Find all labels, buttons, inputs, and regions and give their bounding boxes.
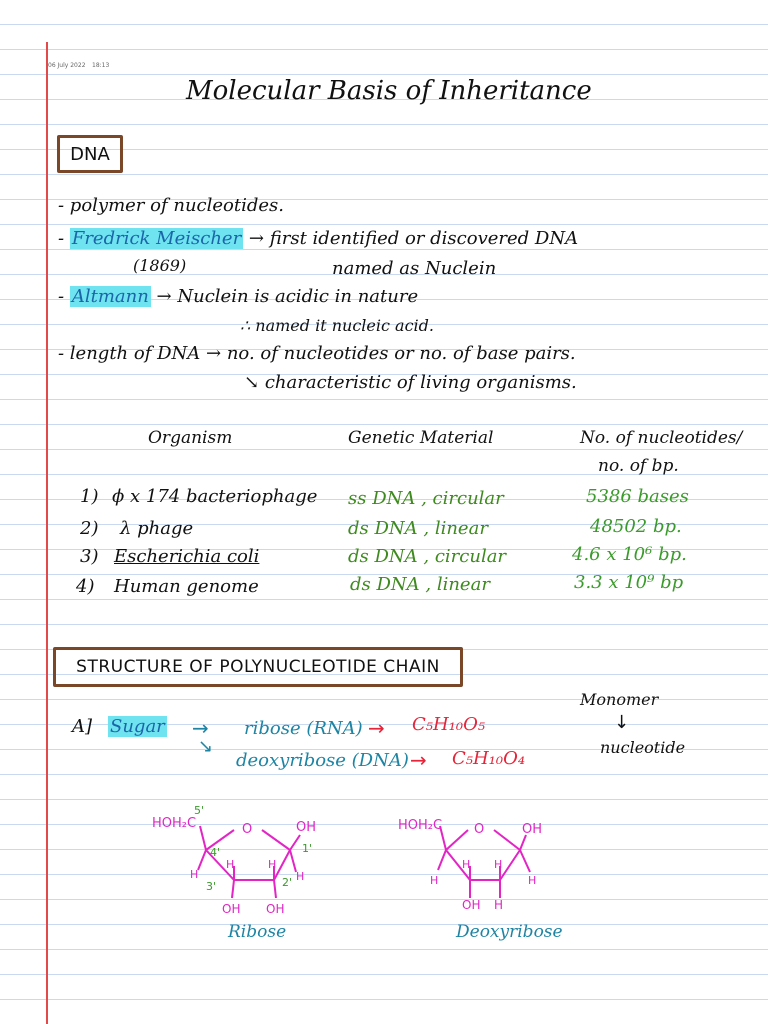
note-time: 18:13 bbox=[92, 62, 110, 69]
nucleic-acid-line: ∴ named it nucleic acid. bbox=[240, 316, 434, 335]
altmann-text: Nuclein is acidic in nature bbox=[177, 286, 419, 307]
red-arrow-2: → bbox=[410, 748, 427, 772]
deoxyribose-label: deoxyribose (DNA) bbox=[236, 750, 409, 771]
row4-material: ds DNA , linear bbox=[350, 574, 490, 595]
named-nuclein: named as Nuclein bbox=[332, 258, 497, 279]
ribose-h1: H bbox=[226, 858, 235, 871]
ribose-h4: H bbox=[296, 870, 305, 883]
ribose-caption: Ribose bbox=[228, 922, 287, 942]
deoxyribose-o: O bbox=[474, 822, 485, 837]
ribose-c1: 1' bbox=[302, 842, 313, 855]
row3-organism: Escherichia coli bbox=[114, 546, 260, 567]
branch-arrow: ↘ bbox=[244, 372, 260, 393]
red-arrow-1: → bbox=[368, 716, 385, 740]
ribose-c3: 3' bbox=[206, 880, 217, 893]
ribose-oh1: OH bbox=[222, 902, 241, 916]
sugar-highlight: Sugar bbox=[110, 716, 165, 737]
row3-material: ds DNA , circular bbox=[348, 546, 507, 567]
header-organism: Organism bbox=[148, 428, 233, 448]
deoxyribose-h-bottom: H bbox=[494, 898, 504, 912]
deoxyribose-oh: OH bbox=[462, 898, 481, 912]
arrow-ribose: → bbox=[192, 716, 209, 740]
label-a: A] bbox=[72, 716, 93, 737]
deoxyribose-h3: H bbox=[430, 874, 439, 887]
length-result: no. of nucleotides or no. of base pairs. bbox=[226, 343, 576, 364]
row1-organism: ϕ x 174 bacteriophage bbox=[112, 486, 318, 507]
row4-count: 3.3 x 10⁹ bp bbox=[574, 572, 684, 593]
deoxyribose-caption: Deoxyribose bbox=[456, 922, 563, 942]
ribose-oh-right: OH bbox=[296, 820, 317, 835]
structure-heading-box bbox=[53, 647, 463, 687]
dash: - bbox=[58, 228, 65, 249]
arrow-deoxyribose: ↘ bbox=[198, 736, 214, 757]
row3-count: 4.6 x 10⁶ bp. bbox=[572, 544, 687, 565]
ribose-c2: 2' bbox=[282, 876, 293, 889]
arrow: → bbox=[156, 286, 172, 307]
ribose-h3: H bbox=[190, 868, 199, 881]
row4-organism: Human genome bbox=[114, 576, 259, 597]
line-length bbox=[58, 343, 576, 364]
deoxyribose-oh-right: OH bbox=[522, 822, 543, 837]
row2-num: 2) bbox=[80, 518, 99, 539]
deoxyribose-h1: H bbox=[462, 858, 471, 871]
formula-deoxyribose: C₅H₁₀O₄ bbox=[452, 748, 526, 769]
ribose-hoh2c: HOH₂C bbox=[152, 816, 197, 831]
sugar-label bbox=[108, 716, 167, 737]
line-altmann bbox=[58, 286, 418, 307]
row1-num: 1) bbox=[80, 486, 99, 507]
note-date: 06 July 2022 bbox=[48, 62, 86, 69]
margin-line bbox=[46, 42, 48, 1024]
ribose-c4: 4' bbox=[210, 846, 221, 859]
nucleotide-label: nucleotide bbox=[600, 738, 686, 757]
line-characteristic bbox=[244, 372, 577, 393]
arrow: → bbox=[206, 343, 222, 364]
row1-material: ss DNA , circular bbox=[348, 488, 504, 509]
arrow: → bbox=[248, 228, 265, 249]
meischer-name: Fredrick Meischer bbox=[71, 228, 242, 249]
ribose-oh2: OH bbox=[266, 902, 285, 916]
dna-heading: DNA bbox=[70, 143, 110, 165]
header-nucleotides: No. of nucleotides/ bbox=[580, 428, 743, 448]
dna-heading-box bbox=[57, 135, 123, 173]
row1-count: 5386 bases bbox=[586, 486, 689, 507]
deoxyribose-hoh2c: HOH₂C bbox=[398, 818, 443, 833]
meischer-year: (1869) bbox=[133, 256, 187, 275]
length-text: - length of DNA bbox=[58, 343, 201, 364]
monomer-down-arrow: ↓ bbox=[614, 712, 630, 733]
deoxyribose-h2: H bbox=[494, 858, 503, 871]
formula-ribose: C₅H₁₀O₅ bbox=[412, 714, 486, 735]
altmann-name: Altmann bbox=[71, 286, 149, 307]
ribose-h2: H bbox=[268, 858, 277, 871]
line-meischer bbox=[58, 228, 578, 249]
header-genetic-material: Genetic Material bbox=[348, 428, 494, 448]
meischer-text: first identified or discovered DNA bbox=[269, 228, 579, 249]
page-title: Molecular Basis of Inheritance bbox=[186, 76, 592, 106]
ribose-c5: 5' bbox=[194, 804, 205, 817]
ribose-label: ribose (RNA) bbox=[244, 718, 363, 739]
monomer-label: Monomer bbox=[580, 690, 659, 709]
structure-heading: STRUCTURE OF POLYNUCLEOTIDE CHAIN bbox=[76, 657, 440, 677]
dash: - bbox=[58, 286, 65, 307]
ribose-o: O bbox=[242, 822, 253, 837]
row2-organism: λ phage bbox=[120, 518, 194, 539]
deoxyribose-h4: H bbox=[528, 874, 537, 887]
row2-count: 48502 bp. bbox=[590, 516, 682, 537]
row4-num: 4) bbox=[76, 576, 95, 597]
row3-num: 3) bbox=[80, 546, 99, 567]
characteristic-text: characteristic of living organisms. bbox=[264, 372, 577, 393]
header-bp: no. of bp. bbox=[598, 456, 679, 476]
line-polymer: - polymer of nucleotides. bbox=[58, 195, 284, 216]
row2-material: ds DNA , linear bbox=[348, 518, 488, 539]
